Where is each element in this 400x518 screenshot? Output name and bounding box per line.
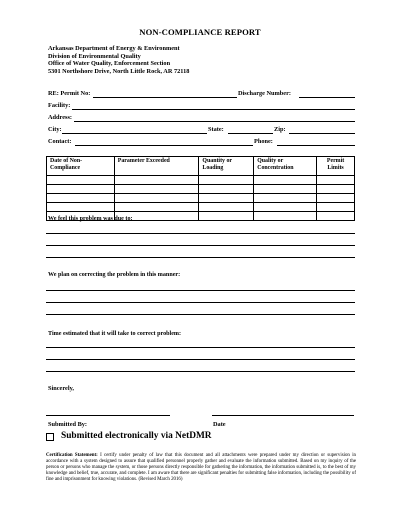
table-cell[interactable] xyxy=(114,185,199,194)
table-cell[interactable] xyxy=(254,212,317,221)
phone-field[interactable] xyxy=(277,145,355,146)
discharge-label: Discharge Number: xyxy=(238,90,291,97)
header-quality: Quality or Concentration xyxy=(254,157,317,176)
table-cell[interactable] xyxy=(317,194,355,203)
sincerely-text: Sincerely, xyxy=(48,385,74,392)
table-cell[interactable] xyxy=(254,185,317,194)
permit-label: RE: Permit No: xyxy=(48,90,91,97)
table-cell[interactable] xyxy=(199,194,254,203)
table-row xyxy=(47,185,355,194)
table-cell[interactable] xyxy=(114,203,199,212)
address-label: Address: xyxy=(48,114,73,121)
table-row xyxy=(47,176,355,185)
contact-label: Contact: xyxy=(48,138,72,145)
netdmr-checkbox[interactable] xyxy=(46,433,54,441)
agency-name: Arkansas Department of Energy & Environment xyxy=(48,45,180,52)
certification-statement xyxy=(46,453,356,483)
correction-answer-line[interactable] xyxy=(46,290,355,291)
table-cell[interactable] xyxy=(199,212,254,221)
table-cell[interactable] xyxy=(199,185,254,194)
submitted-by-label: Submitted By: xyxy=(48,421,88,428)
table-cell[interactable] xyxy=(114,176,199,185)
table-cell[interactable] xyxy=(317,185,355,194)
discharge-field[interactable] xyxy=(299,97,355,98)
page-title: NON-COMPLIANCE REPORT xyxy=(139,27,261,37)
permit-field[interactable] xyxy=(93,97,237,98)
street-address: 5301 Northshore Drive, North Little Rock, AR 72118 xyxy=(48,67,190,75)
date-line[interactable] xyxy=(212,415,354,416)
table-cell[interactable] xyxy=(254,176,317,185)
division-name: Division of Environmental Quality xyxy=(48,52,141,60)
correction-question: We plan on correcting the problem in this manner: xyxy=(48,272,181,278)
table-cell[interactable] xyxy=(254,203,317,212)
certification-text: I certify under penalty of law that this document and all attachments were prepared under my direction or supervision in accordance with a system designed to assure that qualified personnel properly gather and evaluate the information submitted. Based on my inquiry of the person or persons who manage the system, or those persons directly responsible for gathering the information, the information submitted is, to the best of my knowledge and belief, true, accurate, and complete. I am aware that there are significant penalties for submitting false information, including the possibility of fine and imprisonment for knowing violations. (Revised March 2016) xyxy=(46,453,356,482)
table-header-row xyxy=(47,157,355,176)
state-label: State: xyxy=(208,126,224,133)
cause-question: We feel this problem was due to: xyxy=(48,216,133,222)
zip-field[interactable] xyxy=(289,133,355,134)
time-question: Time estimated that it will take to correct problem: xyxy=(48,331,182,337)
table-cell[interactable] xyxy=(317,176,355,185)
correction-answer-line[interactable] xyxy=(46,302,355,303)
facility-label: Facility: xyxy=(48,102,71,109)
header-permit-limits: Permit Limits xyxy=(317,157,355,176)
time-answer-line[interactable] xyxy=(46,347,355,348)
cause-answer-line[interactable] xyxy=(46,245,355,246)
table-cell[interactable] xyxy=(47,176,115,185)
netdmr-label: Submitted electronically via NetDMR xyxy=(61,430,212,441)
table-cell[interactable] xyxy=(47,194,115,203)
table-cell[interactable] xyxy=(47,185,115,194)
cause-answer-line[interactable] xyxy=(46,233,355,234)
table-cell[interactable] xyxy=(317,212,355,221)
table-row xyxy=(47,203,355,212)
table-cell[interactable] xyxy=(114,194,199,203)
state-field[interactable] xyxy=(228,133,273,134)
header-quantity: Quantity or Loading xyxy=(199,157,254,176)
table-cell[interactable] xyxy=(317,203,355,212)
table-cell[interactable] xyxy=(199,176,254,185)
city-field[interactable] xyxy=(62,133,207,134)
zip-label: Zip: xyxy=(274,126,286,133)
time-answer-line[interactable] xyxy=(46,371,355,372)
signature-line[interactable] xyxy=(46,415,170,416)
cause-answer-line[interactable] xyxy=(46,257,355,258)
facility-field[interactable] xyxy=(72,109,355,110)
table-row xyxy=(47,194,355,203)
table-cell[interactable] xyxy=(199,203,254,212)
contact-field[interactable] xyxy=(75,145,253,146)
header-parameter: Parameter Exceeded xyxy=(114,157,199,176)
address-field[interactable] xyxy=(74,121,355,122)
table-cell[interactable] xyxy=(47,203,115,212)
table-cell[interactable] xyxy=(254,194,317,203)
office-name: Office of Water Quality, Enforcement Section xyxy=(48,60,171,67)
header-date: Date of Non-Compliance xyxy=(47,157,115,176)
phone-label: Phone: xyxy=(254,138,273,145)
date-label: Date xyxy=(213,421,226,428)
city-label: City: xyxy=(48,126,62,133)
correction-answer-line[interactable] xyxy=(46,314,355,315)
time-answer-line[interactable] xyxy=(46,359,355,360)
certification-heading: Certification Statement: xyxy=(46,453,98,458)
noncompliance-table xyxy=(46,156,355,221)
